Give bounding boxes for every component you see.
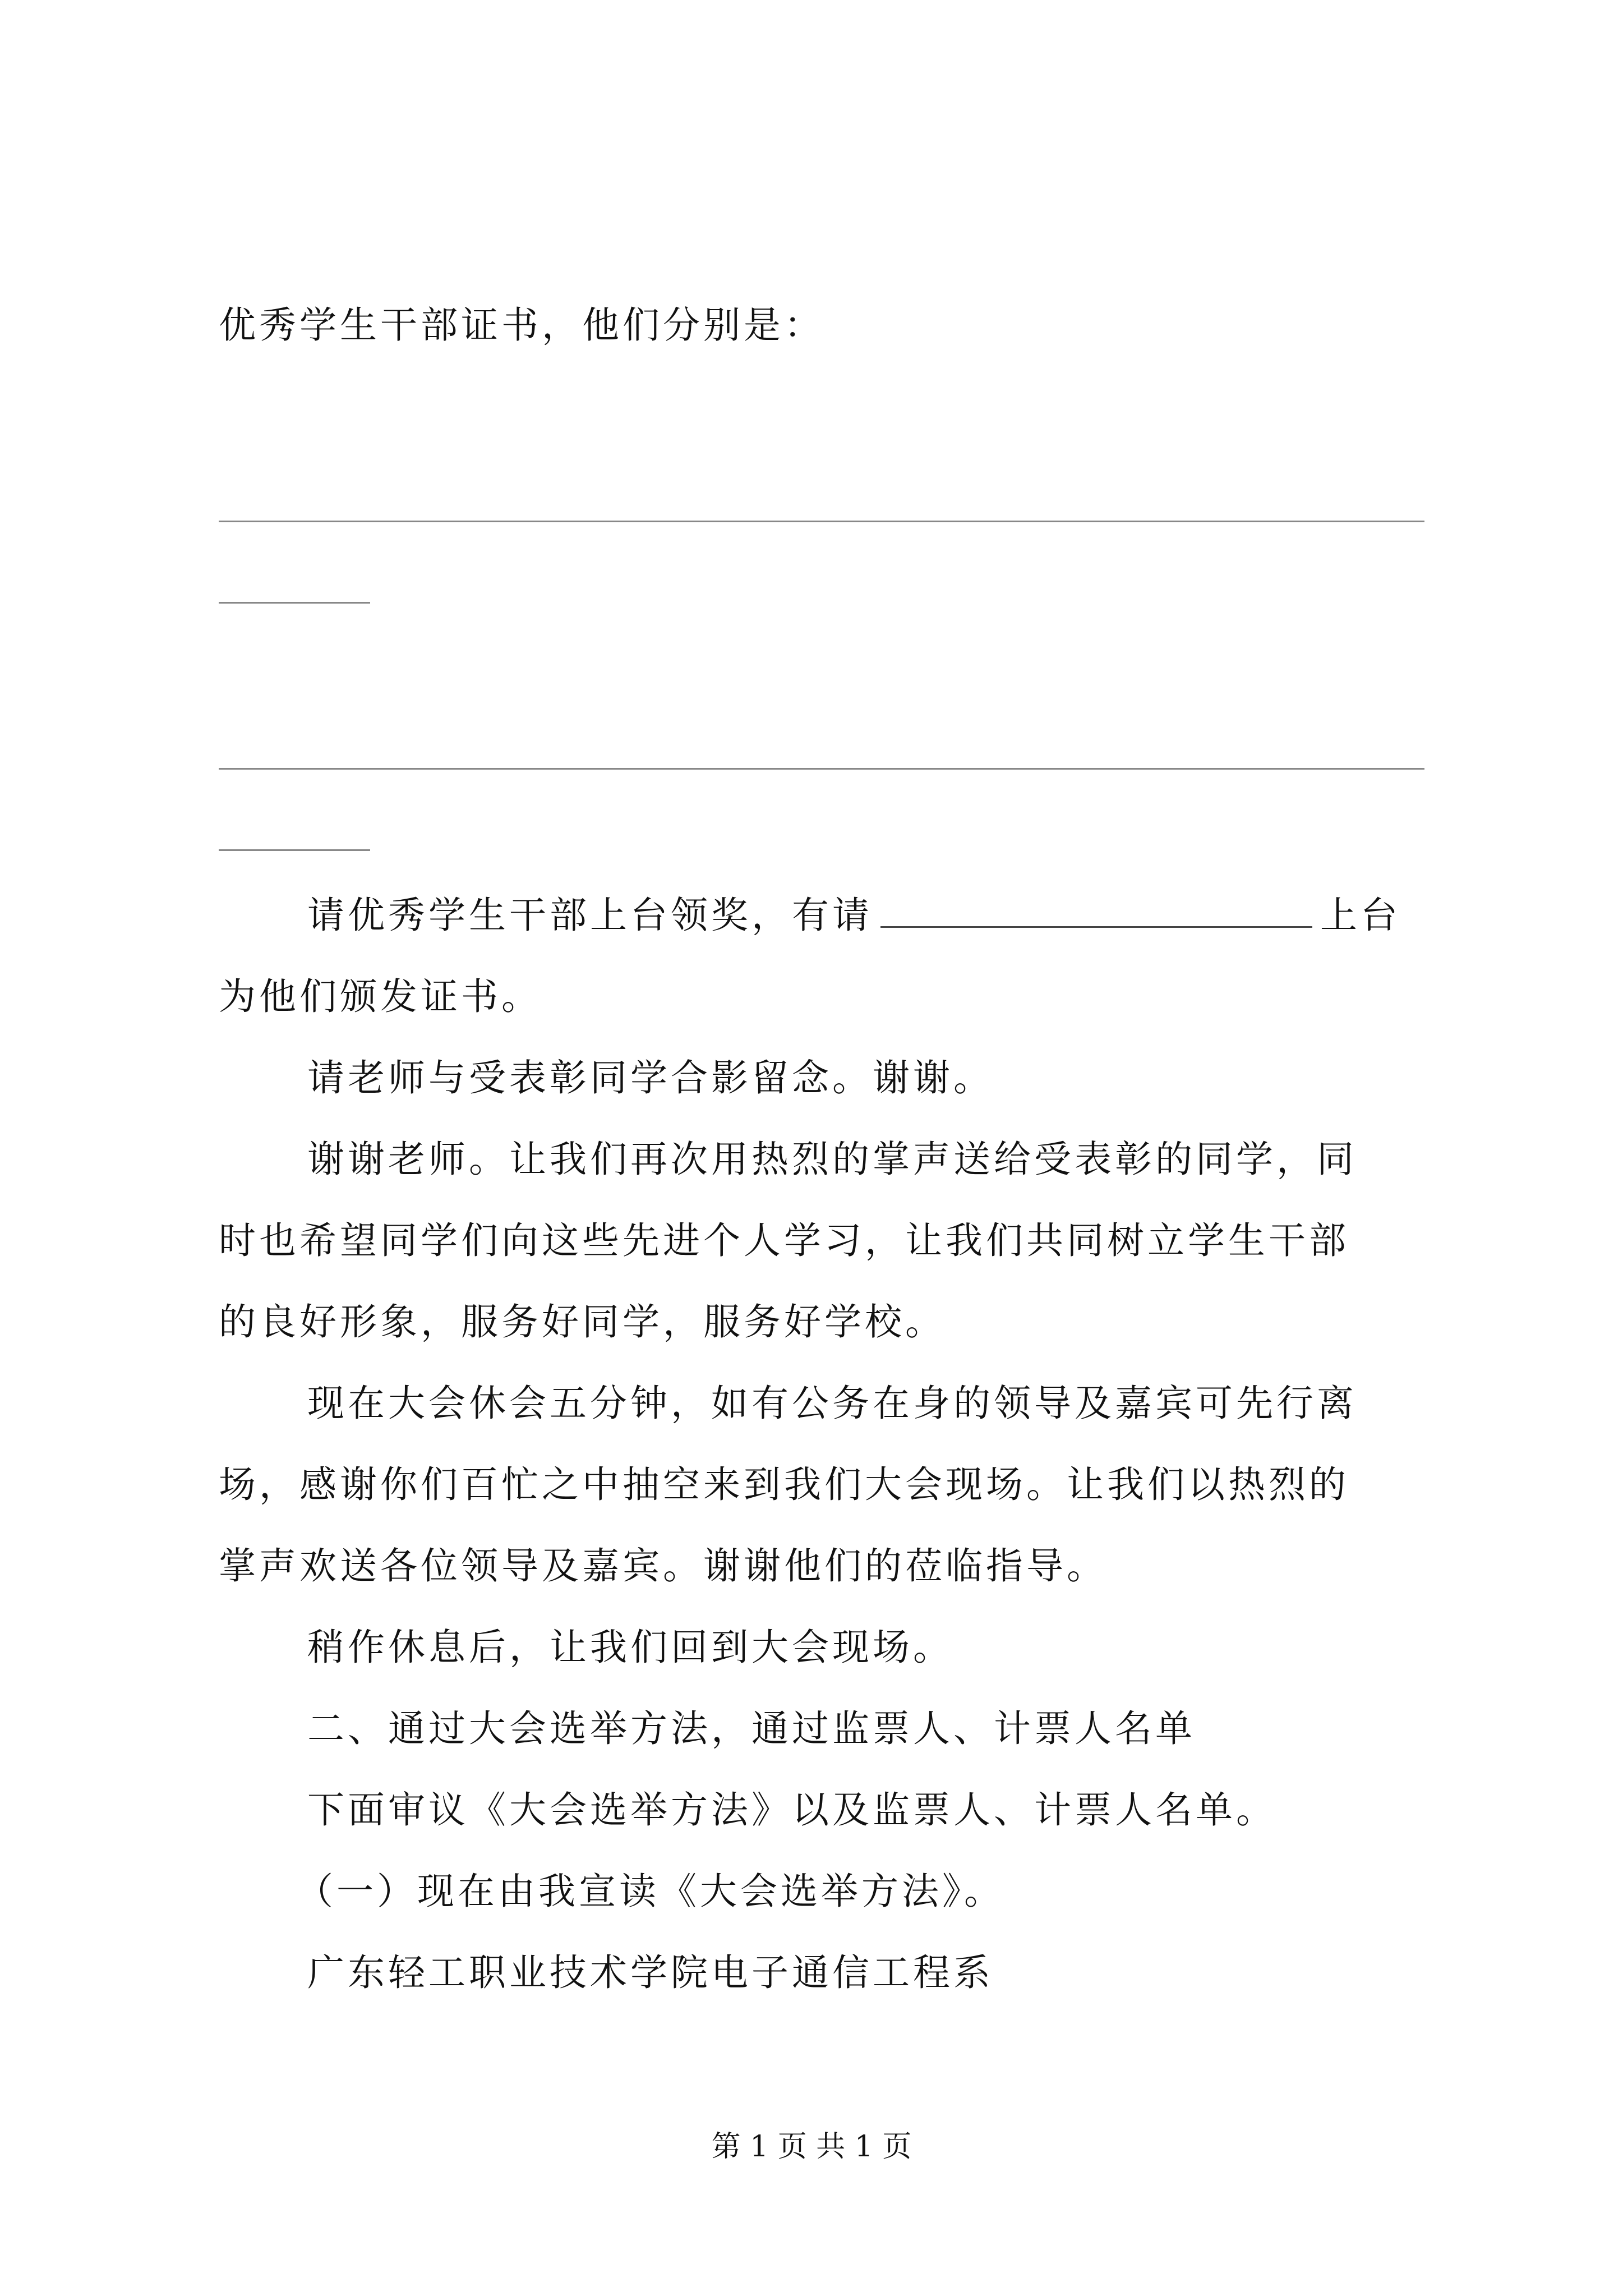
award-line-2: 为他们颁发证书。 <box>219 975 542 1018</box>
review-line: 下面审议《大会选举方法》以及监票人、计票人名单。 <box>307 1788 1276 1832</box>
section-two-heading: 二、通过大会选举方法，通过监票人、计票人名单 <box>307 1707 1196 1750</box>
blank-line-2-full <box>219 768 1424 770</box>
thanks-line-3: 的良好形象，服务好同学，服务好学校。 <box>219 1300 946 1343</box>
photo-line: 请老师与受表彰同学合影留念。谢谢。 <box>307 1056 994 1099</box>
blank-line-1-tail <box>219 602 370 604</box>
award-line-1-start: 请优秀学生干部上台领奖，有请 <box>307 894 873 937</box>
break-line-1: 现在大会休会五分钟，如有公务在身的领导及嘉宾可先行离 <box>307 1382 1357 1425</box>
rest-line: 稍作休息后，让我们回到大会现场。 <box>307 1626 953 1669</box>
reading-line: （一）现在由我宣读《大会选举方法》。 <box>296 1870 1004 1913</box>
organization-line: 广东轻工职业技术学院电子通信工程系 <box>307 1951 994 1994</box>
thanks-line-2: 时也希望同学们向这些先进个人学习，让我们共同树立学生干部 <box>219 1219 1349 1262</box>
break-line-3: 掌声欢送各位领导及嘉宾。谢谢他们的莅临指导。 <box>219 1544 1107 1588</box>
presenter-blank <box>880 891 1312 928</box>
blank-line-1-full <box>219 521 1424 522</box>
thanks-line-1: 谢谢老师。让我们再次用热烈的掌声送给受表彰的同学，同 <box>307 1138 1357 1181</box>
opening-line: 优秀学生干部证书，他们分别是： <box>219 303 824 347</box>
page-footer: 第 1 页 共 1 页 <box>711 2130 912 2164</box>
blank-line-2-tail <box>219 849 370 851</box>
award-line-1-end: 上台 <box>1320 894 1401 937</box>
break-line-2: 场，感谢你们百忙之中抽空来到我们大会现场。让我们以热烈的 <box>219 1463 1349 1506</box>
award-line-1 <box>307 887 1424 944</box>
